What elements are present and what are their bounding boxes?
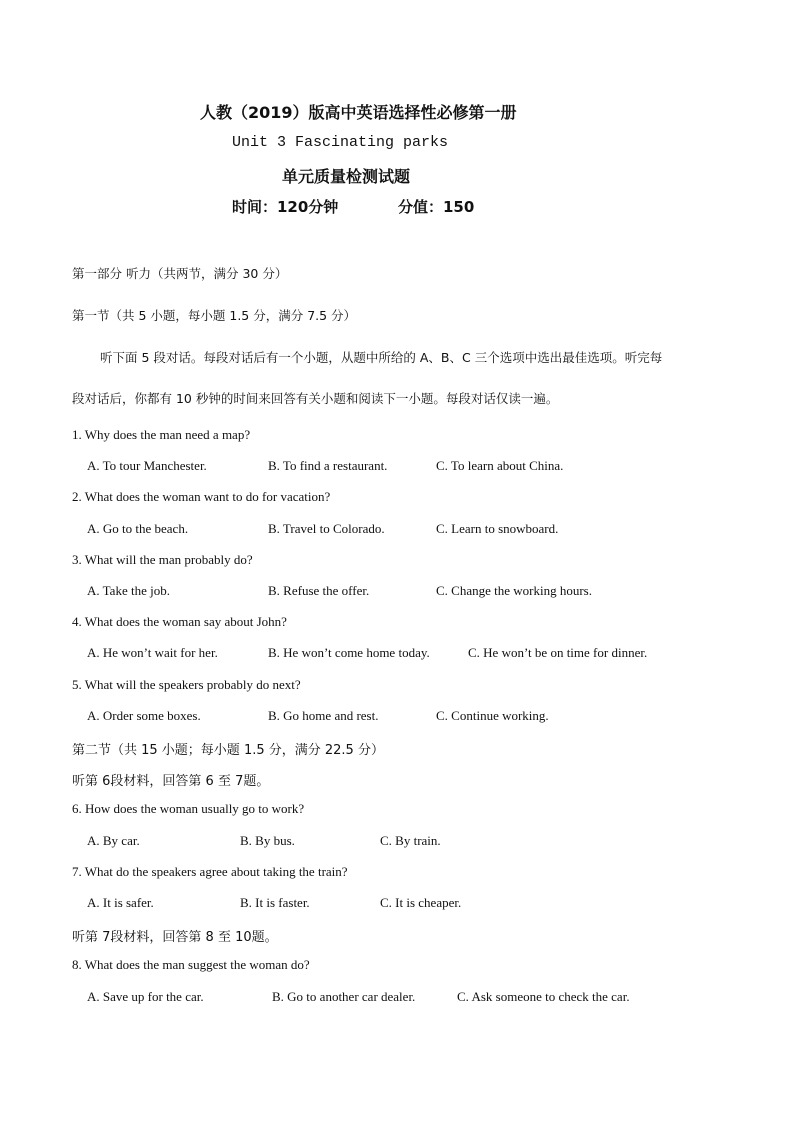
part1-heading: 第一部分 听力（共两节，满分 30 分） [72, 266, 288, 281]
option-b: B. He won’t come home today. [268, 645, 430, 660]
option-a: A. Order some boxes. [87, 708, 201, 723]
option-b: B. Travel to Colorado. [268, 521, 385, 536]
option-b: B. By bus. [240, 833, 295, 848]
option-a: A. By car. [87, 833, 140, 848]
option-a: A. Go to the beach. [87, 521, 189, 536]
option-c: C. To learn about China. [436, 458, 564, 473]
question: 8. What does the man suggest the woman do? [72, 957, 310, 972]
option-a: A. It is safer. [87, 895, 154, 910]
option-b: B. Refuse the offer. [268, 583, 370, 598]
section2-heading: 第二节（共 15 小题；每小题 1.5 分，满分 22.5 分） [72, 743, 384, 758]
option-c: C. Ask someone to check the car. [457, 989, 630, 1004]
instruction-line: 段对话后，你都有 10 秒钟的时间来回答有关小题和阅读下一小题。每段对话仅读一遍。 [72, 391, 559, 406]
question: 4. What does the woman say about John? [72, 614, 287, 629]
option-a: A. Take the job. [87, 583, 170, 598]
option-b: B. To find a restaurant. [268, 458, 388, 473]
question: 2. What does the woman want to do for vacation? [72, 489, 331, 504]
option-b: B. Go home and rest. [268, 708, 379, 723]
option-c: C. By train. [380, 833, 441, 848]
question: 1. Why does the man need a map? [72, 427, 251, 442]
option-b: B. Go to another car dealer. [272, 989, 416, 1004]
document-subtitle: 单元质量检测试题 [282, 167, 411, 186]
question: 7. What do the speakers agree about taking the train? [72, 864, 348, 879]
option-a: A. Save up for the car. [87, 989, 204, 1004]
document-title: 人教（2019）版高中英语选择性必修第一册 [200, 103, 517, 122]
option-c: C. Change the working hours. [436, 583, 592, 598]
unit-title: Unit 3 Fascinating parks [232, 134, 449, 151]
option-c: C. He won’t be on time for dinner. [468, 645, 648, 660]
option-c: C. Continue working. [436, 708, 549, 723]
material-instruction: 听第 7段材料，回答第 8 至 10题。 [72, 930, 278, 945]
question: 3. What will the man probably do? [72, 552, 253, 567]
question: 6. How does the woman usually go to work? [72, 801, 305, 816]
option-c: C. Learn to snowboard. [436, 521, 559, 536]
instruction-line: 听下面 5 段对话。每段对话后有一个小题，从题中所给的 A、B、C 三个选项中选出最佳选项。听完每 [100, 350, 663, 365]
question: 5. What will the speakers probably do next? [72, 677, 301, 692]
material-instruction: 听第 6段材料，回答第 6 至 7题。 [72, 774, 270, 789]
option-b: B. It is faster. [240, 895, 310, 910]
time-limit: 时间：120分钟 [232, 198, 339, 216]
total-score: 分值：150 [398, 198, 475, 216]
option-c: C. It is cheaper. [380, 895, 462, 910]
section1-heading: 第一节（共 5 小题，每小题 1.5 分，满分 7.5 分） [72, 308, 357, 323]
option-a: A. He won’t wait for her. [87, 645, 218, 660]
option-a: A. To tour Manchester. [87, 458, 207, 473]
